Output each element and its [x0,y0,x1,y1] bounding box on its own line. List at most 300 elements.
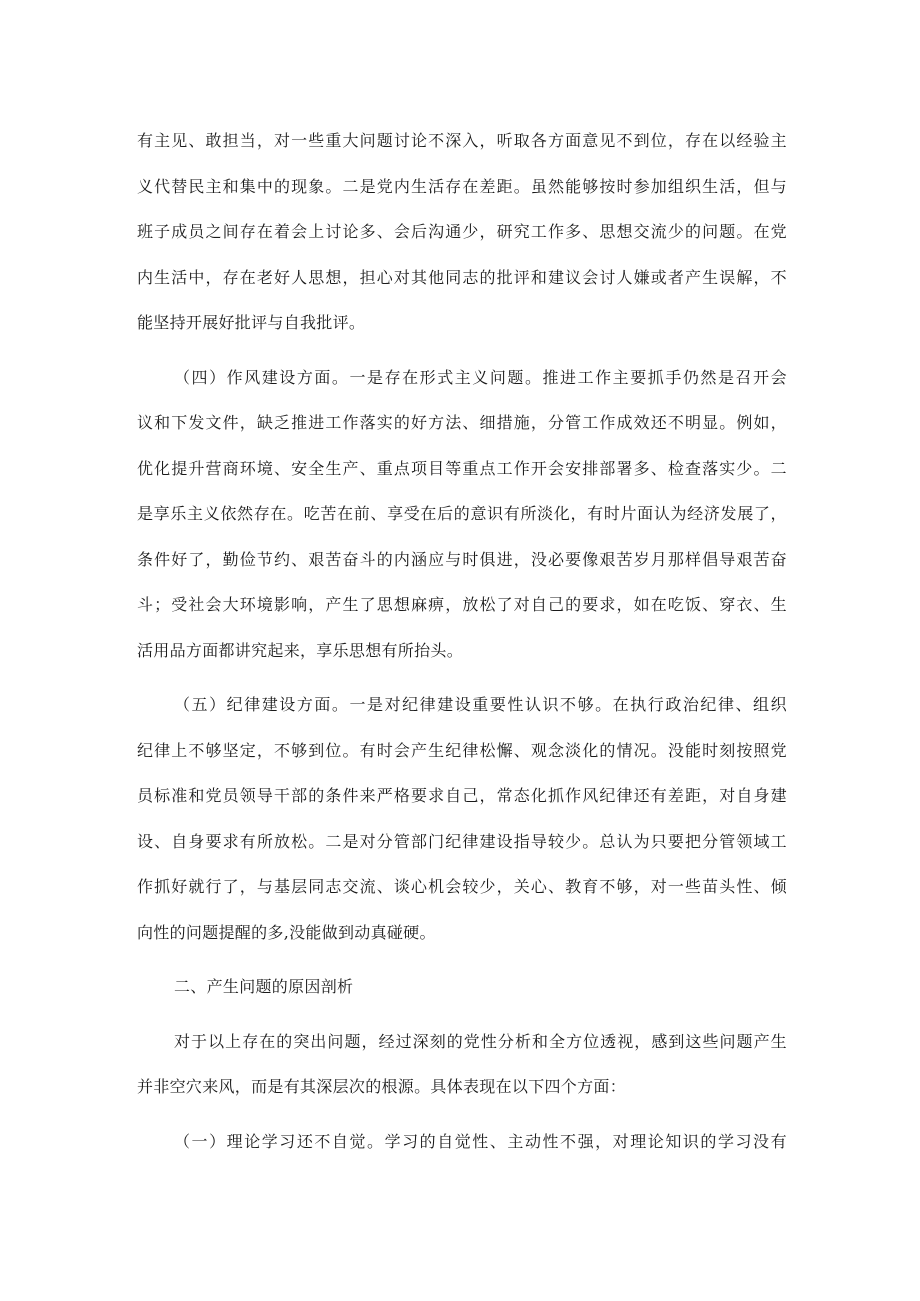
glyph: 主 [205,176,222,196]
glyph: 分 [548,413,565,432]
glyph: 主 [154,131,171,150]
glyph: 的 [274,176,291,196]
glyph: 没 [530,549,548,569]
glyph: 好 [171,877,188,896]
glyph: 对 [393,267,411,287]
glyph: 还 [296,1131,314,1151]
glyph: 二 [342,176,359,196]
glyph: 俭 [239,549,257,569]
glyph: 衣 [736,595,753,614]
glyph: 意 [582,131,599,150]
text-line [137,400,787,446]
glyph: 片 [620,504,637,523]
glyph: 主 [770,131,787,150]
glyph: 像 [582,549,599,569]
glyph: 织 [685,176,702,196]
glyph: 纪 [137,740,154,760]
glyph: 苦 [616,549,633,569]
glyph: 担 [222,131,239,150]
glyph: 响 [291,595,308,614]
glyph: 机 [428,877,445,896]
glyph: 。 [308,831,325,851]
glyph: 强 [577,1131,594,1151]
glyph: 的 [308,786,325,805]
glyph: 不 [188,740,205,760]
glyph: 例 [736,413,753,432]
glyph: 懈 [496,740,513,760]
text-line [137,773,787,819]
glyph: 在 [256,222,274,241]
glyph: 发 [720,504,737,523]
glyph: 严 [376,786,394,805]
glyph: （ [174,1131,191,1151]
glyph: 点 [393,458,411,478]
glyph: ， [256,740,274,760]
glyph: 党 [770,740,787,760]
glyph: 习 [402,1131,419,1151]
glyph: 员 [222,786,239,805]
glyph: 还 [650,413,668,432]
glyph: 够 [291,740,308,760]
glyph: 中 [256,176,274,196]
glyph: 的 [376,549,394,569]
glyph: ， [308,595,325,614]
glyph: 觉 [349,1131,366,1151]
glyph: 议 [137,413,154,432]
glyph: 作 [565,786,582,805]
glyph: 执 [630,695,647,714]
glyph: 建 [479,831,496,851]
glyph: 好 [274,267,291,287]
glyph: 松 [291,831,308,851]
glyph: 关 [513,877,531,896]
glyph: 自 [530,595,548,614]
glyph: 少 [565,831,582,851]
glyph: 。 [325,176,342,196]
glyph: 思 [599,222,616,241]
glyph: 员 [188,222,205,241]
glyph: 面 [637,504,654,523]
glyph: 勤 [222,549,239,569]
glyph: 和 [531,1031,549,1051]
glyph: 现 [291,176,308,196]
glyph: 身 [188,831,205,851]
paragraph-work-style [137,355,787,674]
text-line: 能坚持开展好批评与自我批评。 [137,313,366,332]
glyph: 与 [770,176,787,196]
glyph: 。 [524,367,542,387]
glyph: 纪 [445,740,462,760]
glyph: 情 [616,740,633,760]
glyph: 抓 [154,877,171,896]
glyph: 上 [225,1031,242,1051]
glyph: 组 [753,695,770,714]
glyph: 、 [376,222,394,241]
glyph: 政 [665,695,682,714]
glyph: 没 [753,1131,770,1151]
glyph: 、 [548,877,565,896]
glyph: 些 [308,131,325,150]
glyph: 必 [548,549,565,569]
glyph: 是 [367,367,384,387]
glyph: 心 [530,877,548,896]
glyph: 作 [137,877,154,896]
glyph: 较 [548,831,565,851]
glyph: 到 [308,740,325,760]
glyph: 涵 [411,549,428,569]
glyph: 到 [633,131,650,150]
glyph: 安 [291,458,308,478]
glyph: ， [479,131,496,150]
glyph: 常 [496,786,513,805]
glyph: 门 [428,831,445,851]
glyph: 主 [612,367,629,387]
glyph: 求 [222,831,239,851]
glyph: ） [209,367,226,387]
glyph: 标 [154,786,171,805]
glyph: 导 [719,549,736,569]
glyph: 部 [411,831,428,851]
glyph: 些 [685,877,702,896]
glyph: ， [702,786,719,805]
glyph: 好 [411,413,428,432]
glyph: 深 [412,1031,429,1051]
glyph: 抓 [647,367,665,387]
glyph: 时 [616,176,633,196]
glyph: 乏 [274,413,291,432]
text-line [137,255,787,301]
glyph: 论 [411,131,428,150]
glyph: 苦 [320,504,337,523]
glyph: 。 [650,740,668,760]
glyph: 治 [682,695,700,714]
glyph: 设 [279,367,296,387]
glyph: 。 [719,413,736,432]
glyph: 济 [703,504,721,523]
glyph: 的 [565,595,582,614]
glyph: 节 [256,549,274,569]
glyph: 一 [191,1131,208,1151]
glyph: 思 [308,267,325,287]
glyph: 过 [395,1031,412,1051]
glyph: 痹 [428,595,445,614]
glyph: 生 [428,740,445,760]
glyph: 有 [137,131,154,150]
glyph: 是 [137,504,154,523]
glyph: 党 [770,222,787,241]
glyph: 有 [650,786,668,805]
glyph: 性 [736,877,753,896]
glyph: 是 [717,367,735,387]
glyph: 定 [239,740,257,760]
glyph: ， [770,504,787,523]
glyph: 艰 [599,549,616,569]
glyph: 一 [349,695,366,714]
glyph: 作 [548,222,565,241]
glyph: 不 [599,877,616,896]
glyph: ， [616,595,633,614]
glyph: 替 [171,176,188,196]
glyph: 形 [419,367,436,387]
glyph: ） [209,695,226,714]
glyph: 视 [617,1031,634,1051]
glyph: 环 [239,595,257,614]
glyph: 是 [342,831,359,851]
glyph: 斗 [359,549,376,569]
glyph: 自 [331,1131,349,1151]
glyph: 会 [582,267,599,287]
glyph: 求 [599,595,616,614]
glyph: 这 [685,1031,702,1051]
glyph: （ [174,695,191,714]
glyph: ， [205,549,222,569]
glyph: 推 [542,367,559,387]
glyph: 加 [650,176,668,196]
glyph: 参 [633,176,650,196]
glyph: 不 [428,131,445,150]
glyph: 够 [616,877,633,896]
glyph: 了 [496,595,513,614]
glyph: 所 [520,504,537,523]
glyph: 然 [700,367,717,387]
glyph: 问 [702,222,719,241]
glyph: 依 [220,504,237,523]
glyph: 存 [384,367,401,387]
glyph: 只 [650,831,668,851]
glyph: 受 [403,504,421,523]
glyph: 穿 [719,595,736,614]
glyph: 纪 [445,831,462,851]
glyph: 设 [496,831,513,851]
glyph: 仍 [682,367,700,387]
paragraph-root-causes-intro [137,1019,787,1110]
glyph: 少 [736,458,753,478]
glyph: 的 [479,267,496,287]
glyph: 照 [753,740,770,760]
glyph: 能 [565,176,582,196]
glyph: 刻 [719,740,736,760]
glyph: 入 [462,131,479,150]
glyph: 层 [291,877,308,896]
glyph: 明 [685,413,702,432]
glyph: 活 [428,176,445,196]
glyph: 识 [542,695,559,714]
glyph: 律 [717,695,735,714]
glyph: 深 [445,131,462,150]
glyph: 识 [682,1131,700,1151]
glyph: 生 [770,1031,787,1051]
glyph: 件 [154,549,171,569]
glyph: 间 [222,222,239,241]
glyph: 件 [342,786,359,805]
glyph: ， [445,595,462,614]
glyph: 工 [577,367,594,387]
glyph: 部 [599,458,616,478]
glyph: 应 [428,549,445,569]
glyph: 商 [222,458,239,478]
text-line [137,118,787,164]
glyph: 理 [630,1131,647,1151]
glyph: 经 [378,1031,395,1051]
glyph: 成 [171,222,188,241]
glyph: 少 [667,222,685,241]
glyph: 较 [462,877,479,896]
glyph: 想 [393,595,411,614]
glyph: 乐 [170,504,187,523]
glyph: 、 [376,877,394,896]
glyph: 动 [524,1131,542,1151]
glyph: 要 [565,549,582,569]
glyph: 指 [513,831,531,851]
text-line: 活用品方面都讲究起来，享乐思想有所抬头。 [137,640,464,660]
glyph: 社 [188,595,205,614]
glyph: 麻 [411,595,428,614]
glyph: 施 [513,413,531,432]
glyph: 的 [446,1031,464,1051]
glyph: 论 [244,1131,261,1151]
glyph: 然 [237,504,254,523]
glyph: 之 [205,222,222,241]
glyph: 松 [479,740,496,760]
glyph: 显 [702,413,719,432]
glyph: 在 [650,595,668,614]
glyph: 、 [359,458,376,478]
glyph: 和 [530,267,548,287]
glyph: 一 [349,367,366,387]
glyph: 艰 [308,549,325,569]
glyph: 要 [667,831,685,851]
glyph: 活 [171,267,188,287]
glyph: 、 [154,831,171,851]
glyph: 斗 [137,595,154,614]
glyph: 性 [507,695,524,714]
glyph: 对 [612,1131,629,1151]
glyph: 淡 [537,504,554,523]
glyph: 实 [719,458,736,478]
glyph: 、 [735,695,752,714]
glyph: 或 [650,267,668,287]
glyph: 风 [582,786,599,805]
glyph: 营 [205,458,222,478]
glyph: 成 [616,413,633,432]
glyph: ， [753,267,770,287]
glyph: ， [570,504,587,523]
glyph: 奋 [342,549,359,569]
glyph: 位 [325,740,342,760]
glyph: 管 [719,831,736,851]
glyph: 头 [719,877,736,896]
glyph: 对 [650,877,668,896]
glyph: 行 [647,695,665,714]
glyph: 取 [513,131,531,150]
glyph: 建 [261,367,279,387]
glyph: 员 [137,786,154,805]
glyph: 问 [327,1031,344,1051]
glyph: 按 [736,740,753,760]
glyph: 在 [337,504,354,523]
glyph: 学 [261,1131,279,1151]
glyph: ， [239,877,257,896]
glyph: 多 [359,222,376,241]
glyph: 。 [595,695,612,714]
glyph: 面 [314,367,331,387]
glyph: 析 [514,1031,532,1051]
glyph: 法 [445,413,462,432]
glyph: 重 [325,131,342,150]
glyph: 升 [188,458,205,478]
glyph: 开 [753,367,770,387]
glyph: 项 [411,458,428,478]
glyph: 导 [256,786,274,805]
glyph: 吃 [667,595,685,614]
glyph: 律 [154,740,171,760]
text-line [137,1119,787,1165]
text-line [137,819,787,865]
glyph: 以 [208,1031,225,1051]
glyph: 学 [717,1131,735,1151]
glyph: 问 [489,367,507,387]
glyph: 进 [560,367,577,387]
glyph: 会 [291,222,308,241]
glyph: 意 [470,504,487,523]
glyph: 会 [393,222,411,241]
glyph: 。 [287,504,304,523]
glyph: 存 [239,222,257,241]
glyph: 要 [411,786,428,805]
glyph: 位 [583,1031,600,1051]
text-line [137,728,787,774]
glyph: 存 [253,504,271,523]
glyph: 见 [599,131,616,150]
glyph: 分 [702,831,719,851]
glyph: 、 [753,595,770,614]
glyph: 时 [376,740,394,760]
glyph: 召 [735,367,752,387]
glyph: 作 [342,413,359,432]
glyph: 苦 [325,549,342,569]
glyph: 刻 [429,1031,447,1051]
glyph: 虽 [530,176,548,196]
glyph: 查 [685,458,702,478]
glyph: 奋 [770,549,787,569]
glyph: 以 [719,131,736,150]
glyph: 多 [633,458,650,478]
glyph: 纪 [402,695,419,714]
glyph: 内 [393,176,411,196]
glyph: 律 [462,831,479,851]
glyph: 问 [719,1031,736,1051]
glyph: 建 [261,695,279,714]
glyph: 的 [419,1131,436,1151]
glyph: 担 [359,267,376,287]
text-line [137,446,787,492]
glyph: ， [633,877,650,896]
glyph: 会 [393,740,411,760]
glyph: 重 [462,458,479,478]
glyph: 工 [325,413,342,432]
glyph: 纪 [226,695,243,714]
glyph: 重 [376,458,394,478]
glyph: 观 [530,740,548,760]
glyph: 准 [171,786,188,805]
glyph: 在 [402,367,419,387]
glyph: 题 [736,1031,753,1051]
glyph: 生 [411,176,428,196]
glyph: 存 [445,176,462,196]
glyph: 自 [437,1131,454,1151]
glyph: 发 [188,413,205,432]
text-line [137,1019,787,1065]
